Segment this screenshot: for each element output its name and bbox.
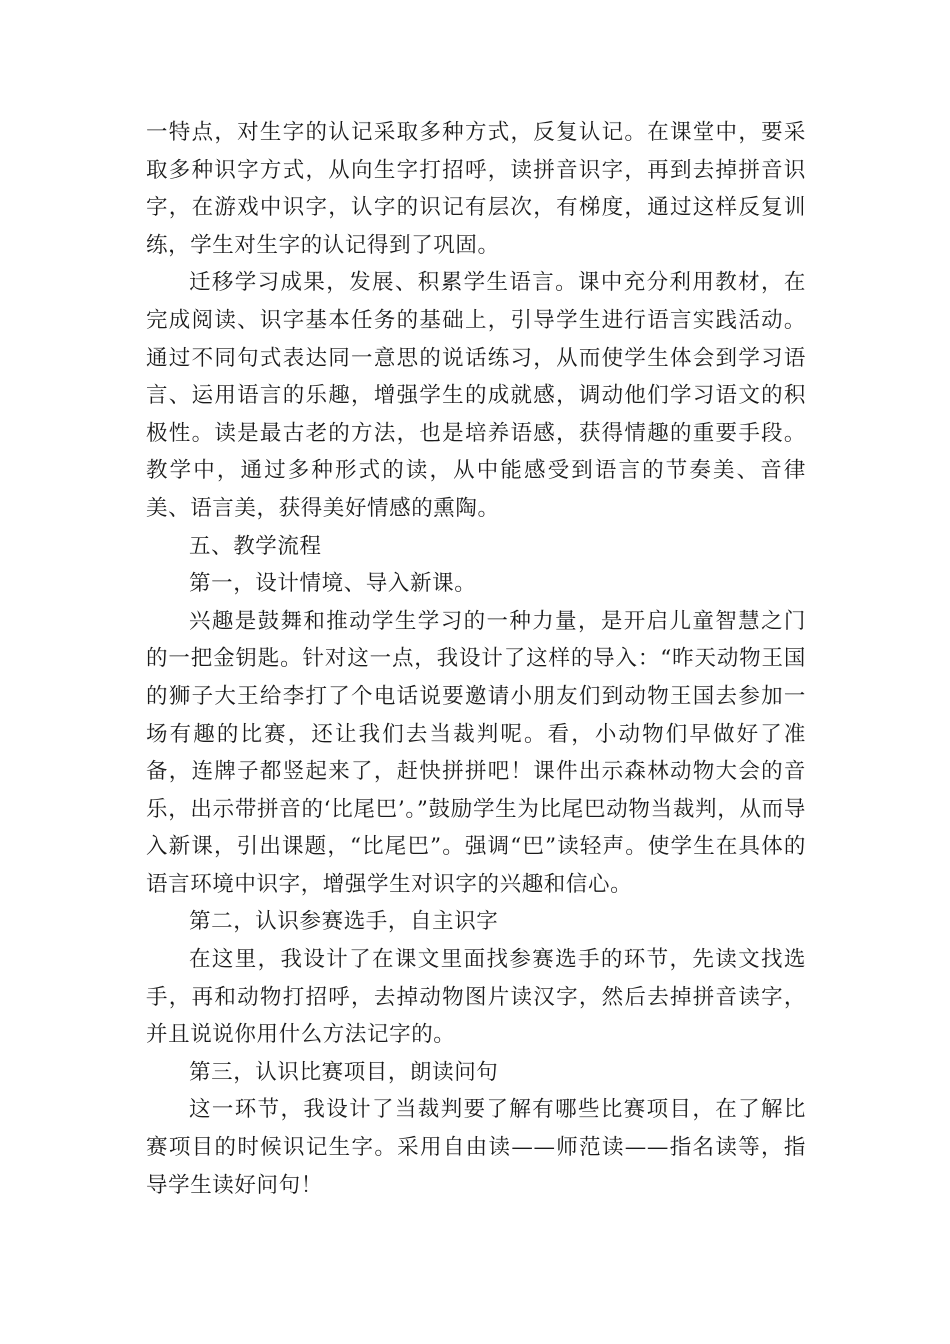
paragraph-competition-items: 这一环节，我设计了当裁判要了解有哪些比赛项目，在了解比赛项目的时候识记生字。采用自由读——师范读——指名读等，指导学生读好问句！	[146, 1097, 806, 1198]
paragraph-contestants: 在这里，我设计了在课文里面找参赛选手的环节，先读文找选手，再和动物打招呼，去掉动物图片读汉字，然后去掉拼音读字，并且说说你用什么方法记字的。	[146, 947, 806, 1048]
step-heading-2: 第二，认识参赛选手，自主识字	[189, 909, 499, 935]
paragraph-continuation: 一特点，对生字的认记采取多种方式，反复认记。在课堂中，要采取多种识字方式，从向生字打招呼，读拼音识字，再到去掉拼音识字，在游戏中识字，认字的识记有层次，有梯度，通过这样反复训练，学生对生字的认记得到了巩固。	[146, 120, 806, 258]
paragraph-introduction: 兴趣是鼓舞和推动学生学习的一种力量，是开启儿童智慧之门的一把金钥匙。针对这一点，我设计了这样的导入：“昨天动物王国的狮子大王给李打了个电话说要邀请小朋友们到动物王国去参加一场有趣的比赛，还让我们去当裁判呢。看，小动物们早做好了准备，连牌子都竖起来了，赶快拼拼吧！课件出示森林动物大会的音乐，出示带拼音的‘比尾巴’。”鼓励学生为比尾巴动物当裁判，从而导入新课，引出课题，“比尾巴”。强调“巴”读轻声。使学生在具体的语言环境中识字，增强学生对识字的兴趣和信心。	[146, 608, 806, 897]
step-heading-1: 第一，设计情境、导入新课。	[189, 571, 477, 597]
paragraph-language-transfer: 迁移学习成果，发展、积累学生语言。课中充分利用教材，在完成阅读、识字基本任务的基础上，引导学生进行语言实践活动。通过不同句式表达同一意思的说话练习，从而使学生体会到学习语言、运用语言的乐趣，增强学生的成就感，调动他们学习语文的积极性。读是最古老的方法，也是培养语感，获得情趣的重要手段。教学中，通过多种形式的读，从中能感受到语言的节奏美、音律美、语言美，获得美好情感的熏陶。	[146, 270, 806, 521]
section-heading-teaching-process: 五、教学流程	[189, 533, 322, 559]
document-body	[146, 114, 806, 1204]
step-heading-3: 第三，认识比赛项目，朗读问句	[189, 1059, 499, 1085]
